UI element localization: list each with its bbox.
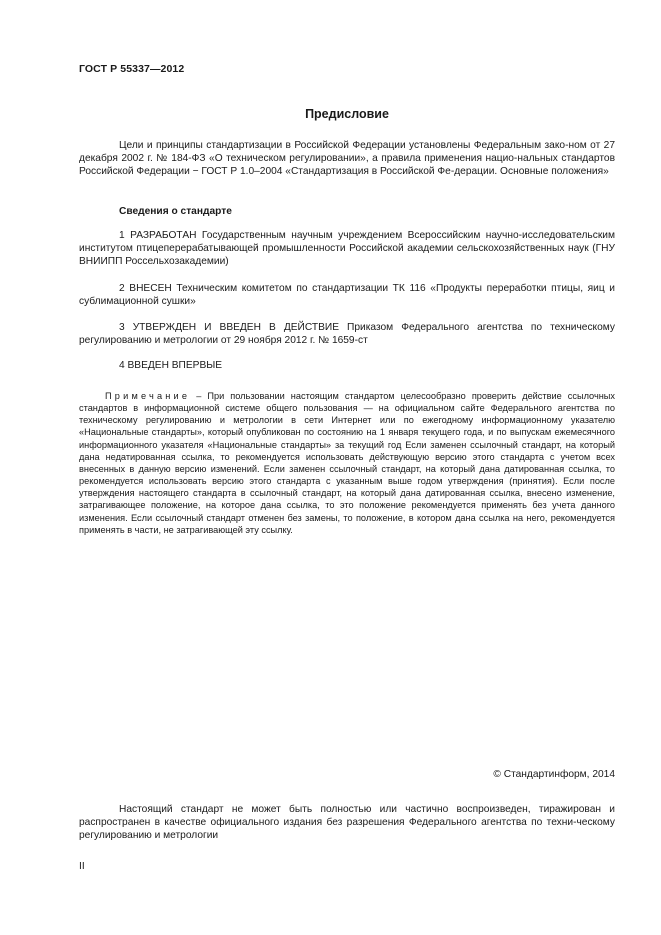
standard-code: ГОСТ Р 55337—2012 <box>79 63 185 75</box>
item-submitted: 2 ВНЕСЕН Техническим комитетом по стандартизации ТК 116 «Продукты переработки птицы, яиц и сублимационной сушки» <box>79 283 615 308</box>
item-first-introduced: 4 ВВЕДЕН ВПЕРВЫЕ <box>119 360 223 371</box>
page-number: II <box>79 861 85 872</box>
intro-paragraph: Цели и принципы стандартизации в Российской Федерации установлены Федеральным зако-ном от 27 декабря 2002 г. № 184-ФЗ «О техническом регулировании», а правила применения нацио-нальных стандартов Российской Федерации − ГОСТ Р 1.0–2004 «Стандартизация в Российской Фе-дерации. Основные положения» <box>79 140 615 178</box>
note-label: Примечание <box>105 391 191 401</box>
page-title: Предисловие <box>305 107 389 121</box>
copyright: © Стандартинформ, 2014 <box>493 769 615 780</box>
info-heading: Сведения о стандарте <box>119 206 232 217</box>
item-approved: 3 УТВЕРЖДЕН И ВВЕДЕН В ДЕЙСТВИЕ Приказом Федерального агентства по техническому регулированию и метрологии от 29 ноября 2012 г. № 1659-ст <box>79 322 615 347</box>
note-paragraph <box>79 390 615 536</box>
note-text: – При пользовании настоящим стандартом целесообразно проверить действие ссылочных стандартов в информационной системе общего пользования — на официальном сайте Федерального агентства по техническому регулированию и метрологии в сети Интернет или по ежегодному информационному указателю «Национальные стандарты», который опубликован по состоянию на 1 января текущего года, и по выпускам ежемесячного информационного указателя «Национальные стандарты» за текущий год Если заменен ссылочный стандарт, на который дана недатированная ссылка, то рекомендуется использовать действующую версию этого стандарта с учетом всех внесенных в данную версию изменений. Если заменен ссылочный стандарт, на который дана датированная ссылка, то рекомендуется использовать версию этого стандарта с указанным выше годом утверждения (принятия). Если после утверждения настоящего стандарта в ссылочный стандарт, на который дана датированная ссылка, внесено изменение, затрагивающее положение, на которое дана ссылка, то это положение рекомендуется применять без учета данного изменения. Если ссылочный стандарт отменен без замены, то положение, в котором дана ссылка на него, рекомендуется применять в части, не затрагивающей эту ссылку. <box>79 391 615 535</box>
item-developed: 1 РАЗРАБОТАН Государственным научным учреждением Всероссийским научно-исследовательским институтом птицеперерабатывающей промышленности Российской академии сельскохозяйственных наук (ГНУ ВНИИПП Россельхозакадемии) <box>79 230 615 268</box>
reprint-notice: Настоящий стандарт не может быть полностью или частично воспроизведен, тиражирован и распространен в качестве официального издания без разрешения Федерального агентства по техни-ческому регулированию и метрологии <box>79 804 615 842</box>
